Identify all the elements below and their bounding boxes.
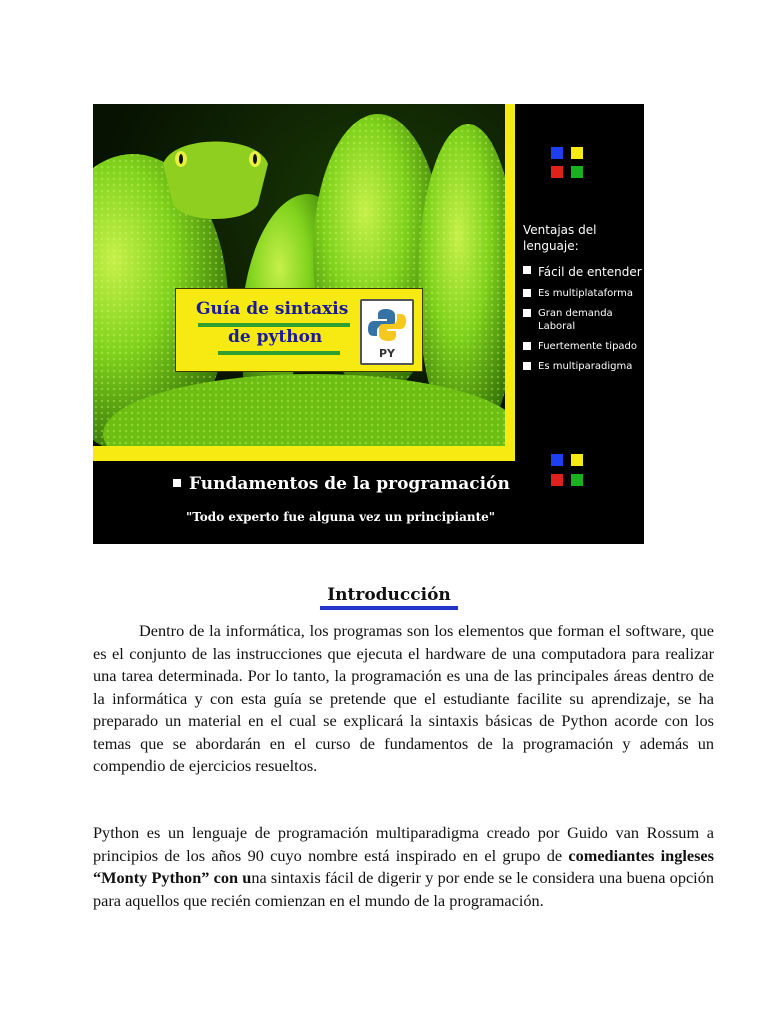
red-square-top (551, 166, 563, 178)
guide-title-line-1: Guía de sintaxis (196, 299, 349, 319)
yellow-square-bottom (571, 454, 583, 466)
square-bullet-icon (523, 342, 531, 350)
ventajas-title: Ventajas del lenguaje: (523, 223, 597, 253)
square-bullet-icon (523, 289, 531, 297)
section-heading: Introducción (327, 585, 451, 605)
green-square-bottom (571, 474, 583, 486)
green-snake-illustration (93, 104, 505, 446)
square-bullet-icon (523, 266, 531, 274)
course-title: Fundamentos de la programación (173, 474, 510, 494)
guide-title-box (175, 288, 423, 372)
yellow-square-top (571, 147, 583, 159)
green-square-top (571, 166, 583, 178)
ventajas-item: Gran demanda Laboral (522, 307, 644, 333)
square-bullet-icon (523, 362, 531, 370)
snake-photo (93, 104, 505, 446)
intro-paragraph-2: Python es un lenguaje de programación multiparadigma creado por Guido van Rossum a principios de los años 90 cuyo nombre está inspirado en el grupo de comediantes ingleses “Monty Python” con una sintaxis fácil de digerir y por ende se le considera una buena opción para aquellos que recién comienzan en el mundo de la programación. (93, 823, 714, 910)
guide-title-line-2: de python (228, 327, 323, 347)
yellow-frame-vertical (505, 104, 515, 461)
cover-image (93, 104, 644, 544)
yellow-frame-horizontal (93, 446, 515, 461)
intro-paragraph-1: Dentro de la informática, los programas son los elementos que forman el software, que es el conjunto de las instrucciones que ejecuta el hardware de una computadora para realizar una tarea determinada. Por lo tanto, la programación es una de las principales áreas dentro de la informática y con esta guía se pretende que el estudiante facilite su aprendizaje, se ha preparado un material en el cual se explicará la sintaxis básicas de Python acorde con los temas que se abordarán en el curso de fundamentos de la programación y además un compendio de ejercicios resueltos. (93, 621, 714, 775)
square-bullet-icon (523, 309, 531, 317)
python-logo-icon (362, 305, 412, 345)
green-underline (218, 351, 340, 355)
heading-underline (320, 606, 458, 610)
blue-square-top (551, 147, 563, 159)
python-file-icon (360, 299, 414, 365)
blue-square-bottom (551, 454, 563, 466)
ventajas-panel (522, 222, 644, 380)
ventajas-item: Fácil de entender (522, 264, 644, 280)
py-file-label: PY (378, 347, 396, 360)
ventajas-item: Fuertemente tipado (522, 340, 644, 353)
red-square-bottom (551, 474, 563, 486)
bold-text: comediantes ingleses “Monty Python” con u (93, 845, 714, 887)
ventajas-item: Es multiparadigma (522, 360, 644, 373)
square-bullet-icon (173, 479, 181, 487)
ventajas-item: Es multiplataforma (522, 287, 644, 300)
motto-quote: "Todo experto fue alguna vez un principiante" (186, 510, 496, 524)
